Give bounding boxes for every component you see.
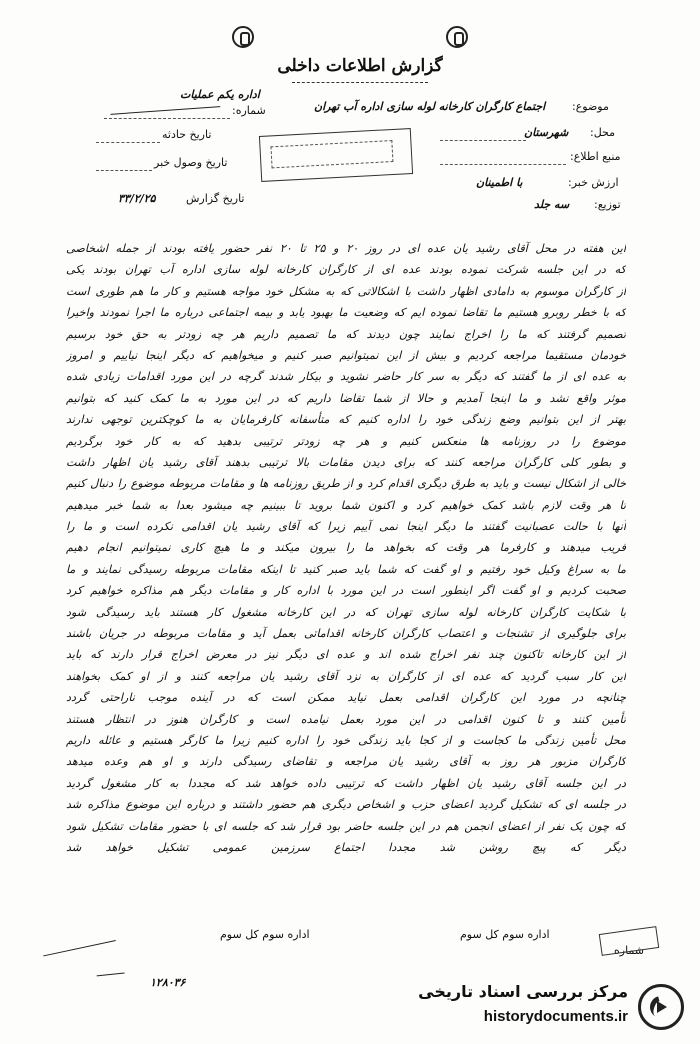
stamp-box [259,128,413,182]
body-line: بهتر از این بتوانیم وضع زندگی خود را اداره کنیم که متأسفانه کارفرمایان به ما کوچکترین توجهی ندارند [66,413,626,427]
body-line: دیگر که پیچ روشن شد مجددا اجتماع سرزمین عمومی تشکیل خواهد شد [66,840,626,854]
mahal-label: محل: [590,126,616,139]
mozu-label: موضوع: [572,100,609,113]
body-line: خالی از اشکال نیست و باید به طرق دیگری اقدام کرد و از طریق روزنامه ها و مقامات مربوطه موضوع را دنبال کنیم [66,477,626,491]
body-line: فریب میدهند و کارفرما هر وقت که بخواهد ما را بیرون میکند و ما هیچ کاری نمیتوانیم انجام دهیم [66,541,626,555]
title-underline [292,82,428,83]
footer-right-office: اداره سوم کل سوم [460,928,550,941]
body-line: ما به سراغ وکیل خود رفتیم و او گفت که شما باید صبر کنید تا اینکه مقامات مربوطه رسیدگی نمایند و ما [66,562,626,576]
body-line: آنها با حالت عصبانیت گفتند ما دیگر اینجا نمی آییم زیرا که آقای رشید یان اقدامی نکرده است و ما را [66,520,626,534]
body-line: و بطور کلی کارگران مراجعه کنند که برای دیدن مقامات بالا ترتیبی بدهند آقای رشید یان اظهار داشت [66,455,626,469]
body-line: این هفته در محل آقای رشید یان عده ای در روز ۲۰ و ۲۵ تا ۲۰ نفر حضور یافته بودند از جمله اشخاصی [66,242,626,255]
body-line: چنانچه در مورد این کارگران اقدامی بعمل نیاید ممکن است که در آینده موجب ناراحتی گردد [66,691,626,705]
file-code: ۱۲۸۰۳۶ [150,976,186,989]
body-line: تا هر وقت لازم باشد کمک خواهیم کرد و اکنون شما بروید تا ببینیم چه میشود بعدا به شما خبر میدهیم [66,498,626,512]
signature-mark-right [599,926,659,956]
mahal-value: شهرستان [524,126,569,139]
body-line: کارگران مزبور هر روز به آقای رشید یان مراجعه و تقاضای رسیدگی دارند و او هم وعده میدهد [66,755,626,769]
arzesh-value: با اطمینان [476,176,523,189]
report-body [66,238,626,858]
shomare-line [104,118,230,119]
mozu-value: اجتماع کارگران کارخانه لوله سازی اداره آب تهران [314,100,546,113]
signature-mark-left [38,917,116,957]
footer-left-office: اداره سوم کل سوم [220,928,310,941]
tozi-label: توزیع: [594,198,621,211]
seal-icon-right [446,26,468,48]
mahal-line [440,140,526,141]
body-line: که در این جلسه شرکت نموده بودند عده ای از کارگران کارخانه لوله سازی اداره آب تهران بودند یکی [66,263,626,277]
tarikh-gozaresh-label: تاریخ گزارش [186,192,245,205]
body-line: صحبت کردیم و او گفت اگر اینطور است در این مورد با اداره کار و مقامات دیگر هم مذاکره خواهیم کرد [66,584,626,598]
arzesh-label: ارزش خبر: [568,176,619,189]
shomare-label: شماره: [232,104,266,117]
body-line: از این کارخانه تاکنون چند نفر اخراج شده اند و عده ای دیگر نیز در معرض اخراج قرار دارند که باید [66,648,626,662]
body-line: تأمین کنند و تا کنون اقدامی در این مورد بعمل نیامده است و کارگران هنوز در انتظار هستند [66,712,626,726]
watermark-org-name: مرکز بررسی اسناد تاریخی [418,982,628,1001]
stamp-inner [270,140,393,168]
body-line: محل تأمین زندگی ما کجاست و از کجا باید زندگی خود را اداره کنیم زیرا ما کارگر هستیم و عائله داریم [66,733,626,747]
section-label: اداره یکم عملیات [180,88,260,101]
body-line: که چون یک نفر از اعضای انجمن هم در این جلسه حاضر بود قرار شد که جلسه ای با حضور مقامات تشکیل شود [66,819,626,833]
watermark [410,980,690,1036]
body-line: با شکایت کارگران کارخانه لوله سازی تهران که در این کارخانه مشغول کار هستند باید رسیدگی شود [66,605,626,619]
manba-line [440,164,566,165]
watermark-url: historydocuments.ir [483,1008,628,1025]
play-logo-icon [638,984,684,1030]
body-line: این کار سبب گردید که عده ای از کارگران به نزد آقای رشید یان مراجعه کنند و از او کمک بخواهند [66,669,626,683]
tozi-value: سه جلد [534,198,570,211]
body-line: موثر واقع نشد و ما اینجا آمدیم و حالا از شما تقاضا داریم که در این مورد به ما کمک کنید که بتوانیم [66,391,626,405]
body-line: در این جلسه آقای رشید یان اظهار داشت که ترتیبی داده خواهد شد که مجددا به کار مشغول گردید [66,776,626,790]
handwritten-number [110,96,220,115]
tarikh-vosul-label: تاریخ وصول خبر [154,156,228,169]
body-line: خودمان مستقیما مراجعه کردیم و بیش از این نمیتوانیم صبر کنیم و میخواهیم که دیگر اینجا نیاییم و امروز [66,348,626,362]
tarikh-hadeseh-line [96,142,160,143]
footer-shomare-label: شماره [614,944,645,957]
tarikh-hadeseh-label: تاریخ حادثه [162,128,212,141]
form-title: گزارش اطلاعات داخلی [277,56,443,76]
tarikh-vosul-line [96,170,152,171]
body-line: برای جلوگیری از تشنجات و اعتصاب کارگران کارخانه اقداماتی بعمل آید و مقامات مربوطه در جریان باشند [66,627,626,641]
body-line: که با خطر روبرو هستیم ما تقاضا نموده ایم که وضعیت ما بهبود یابد و بیمه اجتماعی درباره ما اجرا نمودند واخیرا [66,306,626,320]
body-line: به عده ای از ما گفتند که دیگر به سر کار حاضر نشوید و بیکار شدند گرچه در این مورد اقدامات زیادی شده [66,370,626,384]
body-line: موضوع را در روزنامه ها منعکس کنیم و هر چه زودتر ترتیبی بدهید که به کار خود برگردیم [66,434,626,448]
seal-icon-left [232,26,254,48]
manba-label: منبع اطلاع: [570,150,621,163]
tarikh-gozaresh-value: ۳۳/۲/۲۵ [118,192,156,205]
body-line: از کارگران موسوم به دامادی اظهار داشت با اشکالاتی که به مشکل خود مواجه هستیم و کار ما هم طوری است [66,284,626,298]
initials-mark [95,961,124,977]
body-line: در جلسه ای که تشکیل گردید اعضای حزب و اشخاص دیگری هم حضور داشتند و درباره این موضوع مذاکره شد [66,798,626,812]
body-line: تصمیم گرفتند که ما را اخراج نمایند چون دیدند که ما تصمیم داریم هر چه زودتر به حق خود برسیم [66,327,626,341]
